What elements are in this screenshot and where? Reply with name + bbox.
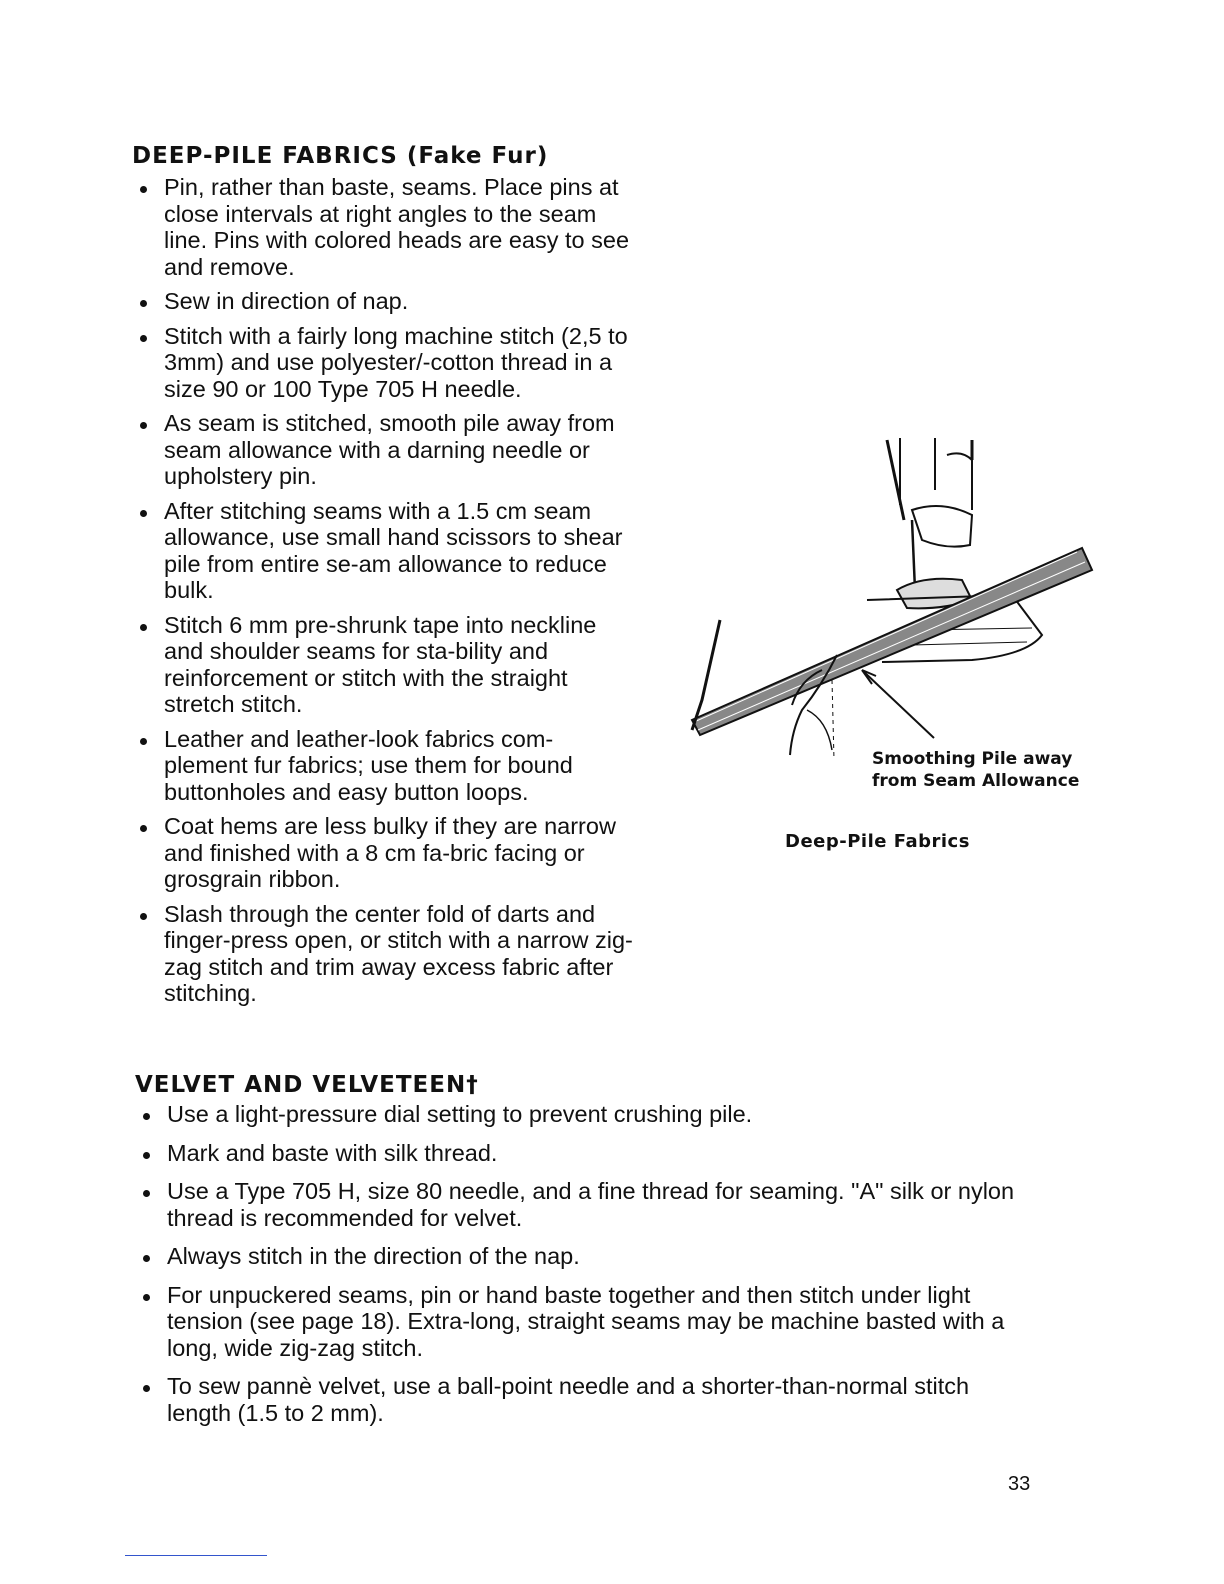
deep-pile-heading: DEEP-PILE FABRICS (Fake Fur) (132, 143, 549, 169)
list-item: To sew pannè velvet, use a ball-point needle and a shorter-than-normal stitch length (1.5 to 2 mm). (136, 1373, 1036, 1426)
list-item: After stitching seams with a 1.5 cm seam allowance, use small hand scissors to shear pile from entire se-am allowance to reduce bulk. (133, 498, 633, 604)
list-item: Always stitch in the direction of the nap. (136, 1243, 1036, 1270)
figure-caption: Deep-Pile Fabrics (785, 831, 970, 852)
list-item: As seam is stitched, smooth pile away from seam allowance with a darning needle or upholstery pin. (133, 410, 633, 490)
list-item: Use a Type 705 H, size 80 needle, and a fine thread for seaming. "A" silk or nylon thread is recommended for velvet. (136, 1178, 1036, 1231)
sewing-machine-illustration (672, 430, 1112, 770)
list-item: Stitch with a fairly long machine stitch (2,5 to 3mm) and use polyester/-cotton thread in a size 90 or 100 Type 705 H needle. (133, 323, 633, 403)
deep-pile-list (133, 174, 633, 1015)
list-item: Pin, rather than baste, seams. Place pins at close intervals at right angles to the seam line. Pins with colored heads are easy to see and remove. (133, 174, 633, 280)
list-item: For unpuckered seams, pin or hand baste together and then stitch under light tension (see page 18). Extra-long, straight seams may be machine basted with a long, wide zig-zag stitch. (136, 1282, 1036, 1362)
list-item: Mark and baste with silk thread. (136, 1140, 1036, 1167)
velvet-heading: VELVET AND VELVETEEN† (135, 1072, 479, 1098)
list-item: Sew in direction of nap. (133, 288, 633, 315)
list-item: Stitch 6 mm pre-shrunk tape into neckline and shoulder seams for sta-bility and reinforcement or stitch with the straight stretch stitch. (133, 612, 633, 718)
footer-rule (125, 1555, 267, 1556)
figure-callout (872, 748, 1079, 792)
list-item: Use a light-pressure dial setting to prevent crushing pile. (136, 1101, 1036, 1128)
velvet-list (136, 1101, 1036, 1438)
page-number: 33 (1008, 1473, 1031, 1495)
list-item: Slash through the center fold of darts and finger-press open, or stitch with a narrow zig-zag stitch and trim away excess fabric after stitching. (133, 901, 633, 1007)
list-item: Coat hems are less bulky if they are narrow and finished with a 8 cm fa-bric facing or grosgrain ribbon. (133, 813, 633, 893)
callout-line-1: Smoothing Pile away (872, 749, 1073, 769)
list-item: Leather and leather-look fabrics com-plement fur fabrics; use them for bound buttonholes and easy button loops. (133, 726, 633, 806)
callout-line-2: from Seam Allowance (872, 771, 1080, 791)
